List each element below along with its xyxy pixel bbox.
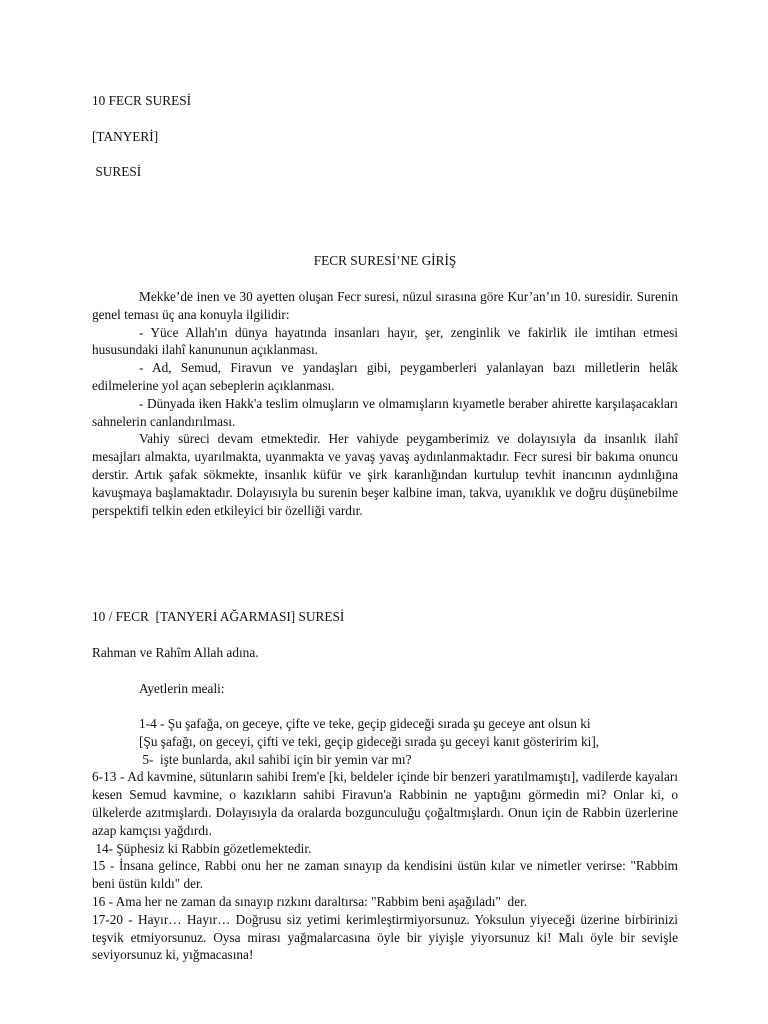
intro-paragraph: - Ad, Semud, Firavun ve yandaşları gibi, peygamberleri yalanlayan bazı milletlerin helâk edilmelerine yol açan sebeplerin açıklanması. — [92, 360, 678, 393]
verse-line: [Şu şafağı, on geceyi, çifti ve teki, geçip gideceği sırada şu geceyi kanıt gösteririm ki], — [139, 733, 600, 749]
intro-paragraph: Mekke’de inen ve 30 ayetten oluşan Fecr suresi, nüzul sırasına göre Kur’an’ın 10. suresidir. Surenin genel teması üç ana konuyla ilgilidir: — [92, 289, 678, 322]
verse-line: 5- işte bunlarda, akıl sahibi için bir yemin var mı? — [139, 751, 412, 767]
surah-heading-line2: [TANYERİ] — [92, 129, 159, 144]
basmala: Rahman ve Rahîm Allah adına. — [92, 645, 259, 660]
intro-body — [92, 288, 678, 519]
verse-line: 16 - Ama her ne zaman da sınayıp rızkını daraltırsa: "Rabbim beni aşağıladı" der. — [92, 893, 528, 909]
verse-line: 14- Şüphesiz ki Rabbin gözetlemektedir. — [92, 840, 312, 856]
verse-line: 1-4 - Şu şafağa, on geceye, çifte ve teke, geçip gideceği sırada şu geceye ant olsun ki — [139, 716, 591, 731]
surah-heading-line1: 10 FECR SURESİ — [92, 93, 192, 108]
verse-line: 17-20 - Hayır… Hayır… Doğrusu siz yetimi kerimleştirmiyorsunuz. Yoksulun yiyeceği üzerine birbirinizi teşvik etmiyorsunuz. Oysa mirası yağmalarcasına öyle bir yiyişle yiyorsunuz ki! Malı öyle bir sevişle seviyorsunuz ki, yığmacasına! — [92, 911, 678, 963]
verse-line: 6-13 - Ad kavmine, sütunların sahibi Irem'e [ki, beldeler içinde bir benzeri yaratılmamıştı], vadilerde kayaları kesen Semud kavmine, o kazıkların sahibi Firavun'a Rabbinin ne yaptığını görmedin mi? Onlar ki, o ülkelerde azıtmışlardı. Dolayısıyla da oralarda bozgunculuğu çoğaltmışlardı. Onun için de Rabbin üzerlerine azap kamçısı yağdırdı. — [92, 769, 678, 838]
meal-label: Ayetlerin meali: — [139, 681, 225, 696]
verse-line: 15 - İnsana gelince, Rabbi onu her ne zaman sınayıp da kendisini üstün kılar ve nimetler verirse: "Rabbim beni üstün kıldı" der. — [92, 858, 678, 892]
verses-block — [92, 715, 678, 964]
surah-heading-line3: SURESİ — [92, 164, 142, 179]
section-title: 10 / FECR [TANYERİ AĞARMASI] SURESİ — [92, 609, 345, 624]
intro-paragraph: - Dünyada iken Hakk'a teslim olmuşların ve olmamışların kıyametle beraber ahirette karşılaşacakları sahnelerin canlandırılması. — [92, 395, 678, 429]
intro-paragraph: Vahiy süreci devam etmektedir. Her vahiyde peygamberimiz ve dolayısıyla da insanlık ilahî mesajları almakta, uyarılmakta, uyanmakta ve yavaş yavaş aydınlanmaktadır. Fecr suresi bir bakıma onuncu derstir. Artık şafak sökmekte, insanlık küfür ve şirk karanlığından kurtulup tevhit inancının aydınlığına kavuşmaya başlamaktadır. Dolayısıyla bu surenin beşer kalbine iman, takva, uyanıklık ve doğru düşünebilme perspektifi telkin eden etkileyici bir özelliği vardır. — [92, 431, 678, 518]
intro-paragraph: - Yüce Allah'ın dünya hayatında insanları hayır, şer, zenginlik ve fakirlik ile imtihan etmesi hususundaki ilahî kanununun açıklanması. — [92, 324, 678, 358]
intro-title: FECR SURESİ’NE GİRİŞ — [313, 253, 457, 268]
